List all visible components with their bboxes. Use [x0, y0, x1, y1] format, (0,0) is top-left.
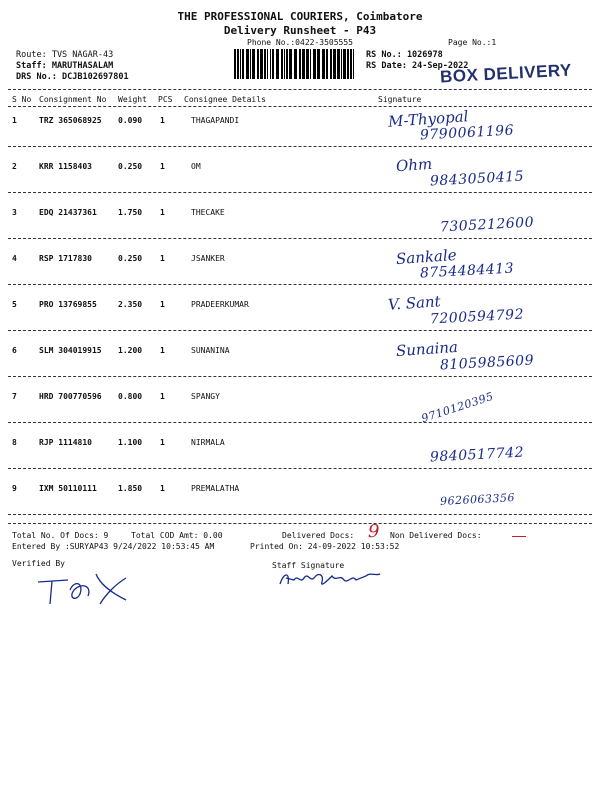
row-consignment: KRR 1158403 — [39, 162, 92, 171]
row-pcs: 1 — [160, 392, 165, 401]
signature-phone: 9790061196 — [419, 122, 515, 144]
row-pcs: 1 — [160, 438, 165, 447]
row-consignee: THECAKE — [191, 208, 225, 217]
signature-phone: 7200594792 — [429, 306, 525, 328]
row-sno: 9 — [12, 484, 17, 493]
row-consignment: RJP 1114810 — [39, 438, 92, 447]
page-number: Page No.:1 — [448, 38, 497, 47]
staff-signature-label: Staff Signature — [272, 561, 345, 570]
row-weight: 2.350 — [118, 300, 143, 309]
row-pcs: 1 — [160, 346, 165, 355]
row-weight: 1.200 — [118, 346, 143, 355]
drs-number: DRS No.: DCJB102697801 — [16, 72, 129, 82]
row-weight: 0.250 — [118, 254, 143, 263]
row-weight: 0.090 — [118, 116, 143, 125]
verified-signature — [30, 560, 140, 610]
phone-number: Phone No.:0422-3505555 — [247, 38, 353, 47]
signature-name: M-Thyopal — [387, 107, 469, 131]
company-title: THE PROFESSIONAL COURIERS, Coimbatore — [177, 10, 423, 23]
row-sno: 7 — [12, 392, 17, 401]
row-consignee: OM — [191, 162, 201, 171]
rs-date: RS Date: 24-Sep-2022 — [366, 61, 469, 71]
signature-name: V. Sant — [387, 292, 442, 314]
row-consignment: RSP 1717830 — [39, 254, 92, 263]
row-weight: 1.850 — [118, 484, 143, 493]
row-divider — [8, 468, 592, 469]
signature-phone: 9710120395 — [419, 389, 496, 426]
row-divider — [8, 422, 592, 423]
row-sno: 2 — [12, 162, 17, 171]
total-docs: Total No. Of Docs: 9 — [12, 531, 109, 540]
row-consignee: NIRMALA — [191, 438, 225, 447]
col-pcs: PCS — [158, 95, 173, 104]
signature-phone: 8105985609 — [439, 352, 535, 374]
non-delivered-label: Non Delivered Docs: — [390, 531, 482, 540]
row-sno: 4 — [12, 254, 17, 263]
row-divider — [8, 330, 592, 331]
row-sno: 3 — [12, 208, 17, 217]
row-weight: 0.250 — [118, 162, 143, 171]
row-sno: 5 — [12, 300, 17, 309]
signature-phone: 9626063356 — [439, 491, 516, 508]
row-consignee: THAGAPANDI — [191, 116, 240, 125]
row-consignee: JSANKER — [191, 254, 225, 263]
col-signature: Signature — [378, 95, 422, 104]
row-consignment: PRO 13769855 — [39, 300, 97, 309]
total-cod: Total COD Amt: 0.00 — [131, 531, 223, 540]
row-consignee: PRADEERKUMAR — [191, 300, 249, 309]
signature-name: Sankale — [395, 245, 458, 269]
runsheet-title: Delivery Runsheet - P43 — [223, 24, 377, 37]
route: Route: TVS NAGAR-43 — [16, 50, 114, 60]
row-pcs: 1 — [160, 116, 165, 125]
row-divider — [8, 192, 592, 193]
col-consignee: Consignee Details — [184, 95, 266, 104]
row-pcs: 1 — [160, 208, 165, 217]
barcode-image — [232, 49, 358, 79]
row-consignment: HRD 700770596 — [39, 392, 102, 401]
row-pcs: 1 — [160, 254, 165, 263]
row-consignment: TRZ 365068925 — [39, 116, 102, 125]
row-sno: 6 — [12, 346, 17, 355]
row-weight: 1.100 — [118, 438, 143, 447]
row-consignee: SPANGY — [191, 392, 220, 401]
header-top-rule — [8, 89, 592, 90]
row-divider — [8, 146, 592, 147]
row-weight: 1.750 — [118, 208, 143, 217]
rs-number: RS No.: 1026978 — [366, 50, 443, 60]
row-consignee: SUNANINA — [191, 346, 230, 355]
signature-name: Ohm — [395, 154, 433, 176]
signature-phone: 8754484413 — [419, 260, 515, 282]
row-divider — [8, 238, 592, 239]
row-divider — [8, 376, 592, 377]
verified-by-label: Verified By — [12, 559, 65, 568]
row-consignment: IXM 50110111 — [39, 484, 97, 493]
signature-phone: 9840517742 — [429, 444, 525, 466]
col-consignment: Consignment No — [39, 95, 107, 104]
row-pcs: 1 — [160, 300, 165, 309]
row-weight: 0.800 — [118, 392, 143, 401]
footer-rule — [8, 523, 592, 524]
delivered-docs-label: Delivered Docs: — [282, 531, 355, 540]
printed-on: Printed On: 24-09-2022 10:53:52 — [250, 542, 400, 551]
col-weight: Weight — [118, 95, 147, 104]
row-pcs: 1 — [160, 484, 165, 493]
signature-phone: 9843050415 — [429, 168, 525, 190]
staff-name: Staff: MARUTHASALAM — [16, 61, 114, 71]
delivered-docs-value: 9 — [368, 521, 380, 542]
non-delivered-mark — [512, 536, 526, 537]
row-pcs: 1 — [160, 162, 165, 171]
header-bottom-rule — [8, 106, 592, 107]
row-sno: 1 — [12, 116, 17, 125]
row-consignment: EDQ 21437361 — [39, 208, 97, 217]
row-consignee: PREMALATHA — [191, 484, 240, 493]
signature-phone: 7305212600 — [439, 214, 535, 236]
signature-name: Sunaina — [395, 337, 459, 361]
row-sno: 8 — [12, 438, 17, 447]
row-consignment: SLM 304019915 — [39, 346, 102, 355]
staff-signature — [276, 566, 386, 590]
entered-by: Entered By :SURYAP43 9/24/2022 10:53:45 AM — [12, 542, 215, 551]
col-sno: S No — [12, 95, 32, 104]
row-divider — [8, 284, 592, 285]
row-divider — [8, 514, 592, 515]
box-delivery-stamp: BOX DELIVERY — [439, 60, 573, 87]
